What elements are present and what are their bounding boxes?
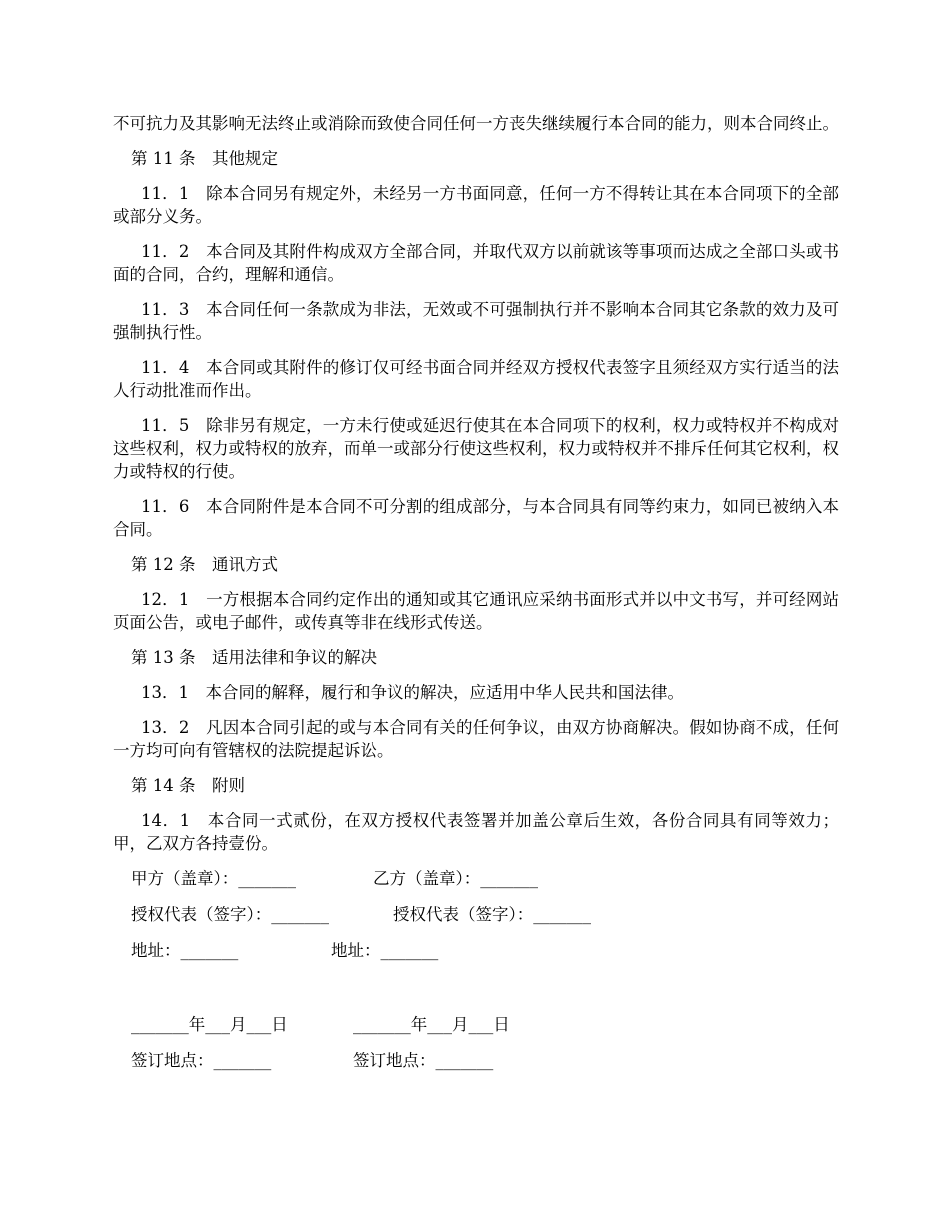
contract-page xyxy=(113,112,839,1085)
party-b-date-field: _______年___月___日 xyxy=(353,1015,510,1034)
party-a-representative-field: 授权代表（签字）：_______ xyxy=(131,905,329,924)
party-a-seal-field: 甲方（盖章）：_______ xyxy=(131,869,296,888)
clause-14-1: 14．1 本合同一式贰份，在双方授权代表签署并加盖公章后生效，各份合同具有同等效力；甲，乙双方各持壹份。 xyxy=(113,811,839,853)
signature-spacer xyxy=(113,975,839,1013)
clause-11-1: 11．1 除本合同另有规定外，未经另一方书面同意，任何一方不得转让其在本合同项下的全部或部分义务。 xyxy=(113,184,839,226)
article-13-heading: 第 13 条 适用法律和争议的解决 xyxy=(131,648,377,667)
clause-11-4: 11．4 本合同或其附件的修订仅可经书面合同并经双方授权代表签字且须经双方实行适当的法人行动批准而作出。 xyxy=(113,358,839,400)
signature-seal-row xyxy=(113,867,839,890)
article-12-heading: 第 12 条 通讯方式 xyxy=(131,555,278,574)
clause-11-2: 11．2 本合同及其附件构成双方全部合同，并取代双方以前就该等事项而达成之全部口头或书面的合同，合约，理解和通信。 xyxy=(113,242,839,284)
signature-address-row xyxy=(113,939,839,962)
clause-11-6: 11．6 本合同附件是本合同不可分割的组成部分，与本合同具有同等约束力，如同已被纳入本合同。 xyxy=(113,497,839,539)
party-b-representative-field: 授权代表（签字）：_______ xyxy=(393,905,591,924)
party-b-seal-field: 乙方（盖章）：_______ xyxy=(373,869,538,888)
article-14-heading: 第 14 条 附则 xyxy=(131,776,245,795)
party-a-place-field: 签订地点：_______ xyxy=(131,1051,272,1070)
clause-13-2: 13．2 凡因本合同引起的或与本合同有关的任何争议，由双方协商解决。假如协商不成，任何一方均可向有管辖权的法院提起诉讼。 xyxy=(113,718,839,760)
signature-place-row xyxy=(113,1049,839,1072)
party-a-date-field: _______年___月___日 xyxy=(131,1015,288,1034)
clause-11-3: 11．3 本合同任何一条款成为非法，无效或不可强制执行并不影响本合同其它条款的效力及可强制执行性。 xyxy=(113,300,839,342)
party-b-address-field: 地址：_______ xyxy=(331,941,439,960)
article-11-heading: 第 11 条 其他规定 xyxy=(131,149,278,168)
party-b-place-field: 签订地点：_______ xyxy=(353,1051,494,1070)
clause-13-1: 13．1 本合同的解释，履行和争议的解决，应适用中华人民共和国法律。 xyxy=(141,683,684,702)
intro-paragraph: 不可抗力及其影响无法终止或消除而致使合同任何一方丧失继续履行本合同的能力，则本合同终止。 xyxy=(113,114,839,133)
clause-11-5: 11．5 除非另有规定，一方未行使或延迟行使其在本合同项下的权利，权力或特权并不构成对这些权利，权力或特权的放弃，而单一或部分行使这些权利，权力或特权并不排斥任何其它权利，权力或特权的行使。 xyxy=(113,416,839,481)
clause-12-1: 12．1 一方根据本合同约定作出的通知或其它通讯应采纳书面形式并以中文书写，并可经网站页面公告，或电子邮件，或传真等非在线形式传送。 xyxy=(113,590,839,632)
signature-representative-row xyxy=(113,903,839,926)
signature-date-row xyxy=(113,1013,839,1036)
party-a-address-field: 地址：_______ xyxy=(131,941,239,960)
